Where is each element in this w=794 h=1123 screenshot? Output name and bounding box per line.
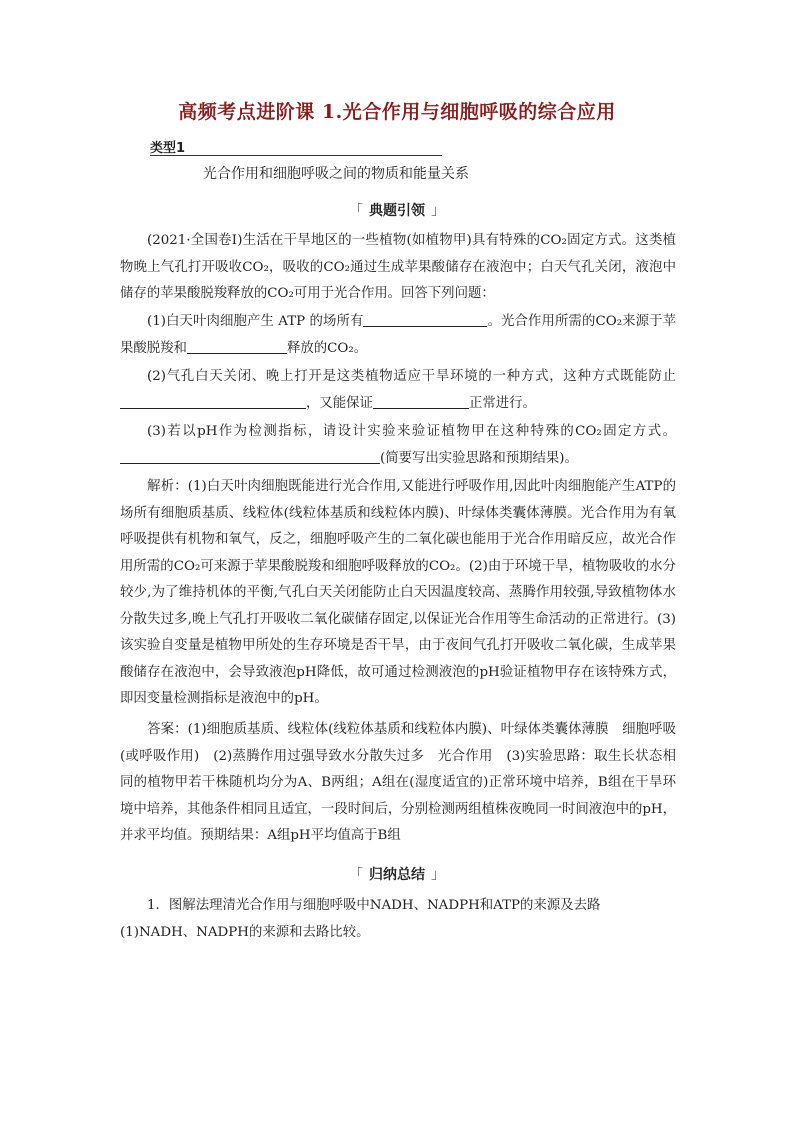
type-subtitle: 光合作用和细胞呼吸之间的物质和能量关系 [203, 166, 469, 182]
question-2-part-c: 正常进行。 [468, 395, 536, 411]
answer-blank [373, 394, 469, 409]
question-1 [120, 309, 676, 362]
type-header [150, 137, 442, 156]
summary-item-1-text: 1．图解法理清光合作用与细胞呼吸中NADH、NADPH和ATP的来源及去路 [147, 898, 601, 913]
type-label: 类型1 [150, 141, 186, 156]
question-3 [120, 419, 676, 472]
analysis-text: 解析：(1)白天叶肉细胞既能进行光合作用,又能进行呼吸作用,因此叶肉细胞能产生ATP的场所有细胞质基质、线粒体(线粒体基质和线粒体内膜)、叶绿体类囊体薄膜。光合作用为有氧呼吸提供有机物和氧气，反之，细胞呼吸产生的二氧化碳也能用于光合作用暗反应，故光合作用所需的CO₂可来源于苹果酸脱羧和细胞呼吸释放的CO₂。(2)由于环境干旱，植物吸收的水分较少,为了维持机体的平衡,气孔白天关闭能防止白天因温度较高、蒸腾作用较强,导致植物体水分散失过多,晚上气孔打开吸收二氧化碳储存固定,以保证光合作用等生命活动的正常进行。(3)该实验自变量是植物甲所处的生存环境是否干旱，由于夜间气孔打开吸收二氧化碳，生成苹果酸储存在液泡中，会导致液泡pH降低，故可通过检测液泡的pH验证植物甲存在该特殊方式，即因变量检测指标是液泡中的pH。 [120, 479, 676, 706]
question-1-part-b: 。光合作用所需的CO₂来源于苹果酸脱羧和 [120, 314, 677, 356]
question-1-part-a: (1)白天叶肉细胞产生 ATP 的场所有 [147, 314, 364, 329]
summary-item-2-text: (1)NADH、NADPH的来源和去路比较。 [120, 925, 370, 940]
section-heading-example: 「 典题引领 」 [349, 203, 445, 219]
question-3-part-a: (3)若以pH作为检测指标，请设计实验来验证植物甲在这种特殊的CO₂固定方式。 [147, 424, 676, 439]
answer-blank [120, 449, 380, 464]
summary-item-1 [120, 893, 676, 920]
summary-item-2 [120, 920, 676, 947]
answer-blank [363, 312, 487, 327]
section-summary-label: 归纳总结 [369, 867, 425, 883]
question-2-part-a: (2)气孔白天关闭、晚上打开是这类植物适应干旱环境的一种方式，这种方式既能防止 [147, 369, 676, 384]
question-2 [120, 364, 676, 417]
answer-blank [187, 339, 287, 354]
answer-text: (1)细胞质基质、线粒体(线粒体基质和线粒体内膜)、叶绿体类囊体薄膜 细胞呼吸(或呼吸作用) (2)蒸腾作用过强导致水分散失过多 光合作用 (3)实验思路：取生长状态相同的植物甲若干株随机均分为A、B两组；A组在(湿度适宜的)正常环境中培养，B组在干旱环境中培养，其他条件相同且适宜，一段时间后，分别检测两组植株夜晚同一时间液泡中的pH，并求平均值。预期结果：A组pH平均值高于B组 [120, 722, 677, 843]
page-title: 高频考点进阶课 1.光合作用与细胞呼吸的综合应用 [178, 101, 616, 123]
question-3-part-b: (简要写出实验思路和预期结果)。 [380, 450, 578, 466]
analysis [120, 474, 676, 713]
question-2-part-b: ，又能保证 [306, 395, 373, 411]
section-example-label: 典题引领 [369, 203, 425, 219]
question-lead-text: (2021·全国卷Ⅰ)生活在干旱地区的一些植物(如植物甲)具有特殊的CO₂固定方式。这类植物晚上气孔打开吸收CO₂，吸收的CO₂通过生成苹果酸储存在液泡中；白天气孔关闭，液泡中储存的苹果酸脱羧释放的CO₂可用于光合作用。回答下列问题： [120, 233, 676, 301]
answer-label: 答案： [147, 722, 188, 737]
question-1-part-c: 释放的CO₂。 [286, 340, 368, 356]
answer-blank [120, 394, 306, 409]
section-heading-summary: 「 归纳总结 」 [349, 867, 445, 883]
answer [120, 717, 676, 850]
question-lead [120, 228, 676, 308]
